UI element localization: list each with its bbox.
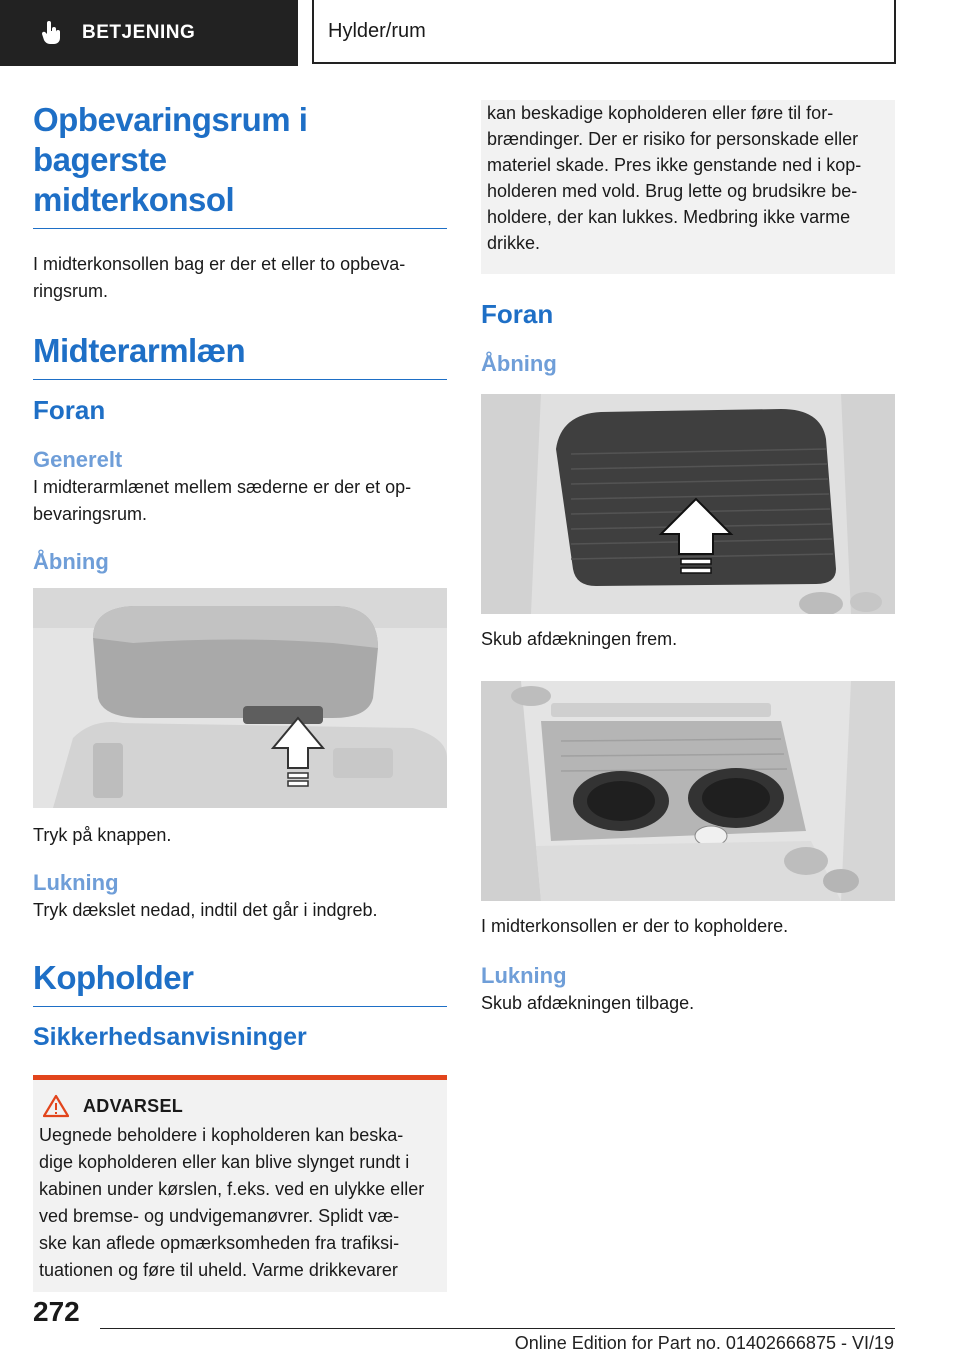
edition-text: Online Edition for Part no. 01402666875 - VI/19 [514,1333,894,1353]
chapter-label: BETJENING [82,22,196,43]
warning-title: ADVARSEL [83,1095,184,1116]
warning-box [33,1075,447,1292]
closing-text-right: Skub afdækningen tilbage. [481,993,695,1013]
section-label: Hylder/rum [328,19,426,42]
footer-rule [100,1328,895,1329]
heading-storage-rear: Opbevaringsrum i bagerste midterkonsol [33,100,447,229]
two-cupholders-text: I midterkonsollen er der to kopholdere. [481,916,789,936]
warning-text: Uegnede beholdere i kopholderen kan beska- dige kopholderen eller kan blive slynget rundt i kabinen under kørslen, f.eks. ved en ulykke eller ved bremse- og undvigemanøvrer. Splidt væ- ske kan aflede opmærksomheden fra trafiksi- tuationen og føre til uheld. Varme drikkevarer [39,1125,425,1280]
warning-continued-text: kan beskadige kopholderen eller føre til for- brændinger. Der er risiko for personskade eller materiel skade. Pres ikke genstande ned i kop- holderen med vold. Brug lette og brudsikre be- holdere, der kan lukkes. Medbring ikke varme drikke. [487,103,862,253]
press-button-text: Tryk på knappen. [33,825,172,845]
heading-closing-right: Lukning [481,963,567,988]
left-column [33,100,447,1292]
heading-general: Generelt [33,447,123,472]
page-number: 272 [33,1296,80,1327]
heading-closing: Lukning [33,870,119,895]
heading-cupholder: Kopholder [33,958,447,1007]
heading-safety: Sikkerhedsanvisninger [33,1023,307,1051]
cover-illustration [481,394,895,614]
closing-text: Tryk dækslet nedad, indtil det går i indgreb. [33,900,378,920]
heading-front-right: Foran [481,299,554,329]
section-tab [312,0,896,64]
right-column [481,100,895,1017]
chapter-tab [0,0,298,66]
warning-box-continued [481,100,895,274]
warning-triangle-icon [43,1094,69,1118]
heading-front: Foran [33,395,106,425]
general-text: I midterarmlænet mellem sæderne er der et op- bevaringsrum. [33,477,412,524]
heading-opening-right: Åbning [481,351,557,376]
heading-opening: Åbning [33,549,109,574]
page-header [0,0,960,66]
cupholders-illustration [481,681,895,901]
push-cover-text: Skub afdækningen frem. [481,629,678,649]
intro-text: I midterkonsollen bag er der et eller to opbeva- ringsrum. [33,254,406,301]
armrest-illustration [33,588,447,808]
hand-pointer-icon [38,20,64,46]
heading-armrest: Midterarmlæn [33,331,447,380]
